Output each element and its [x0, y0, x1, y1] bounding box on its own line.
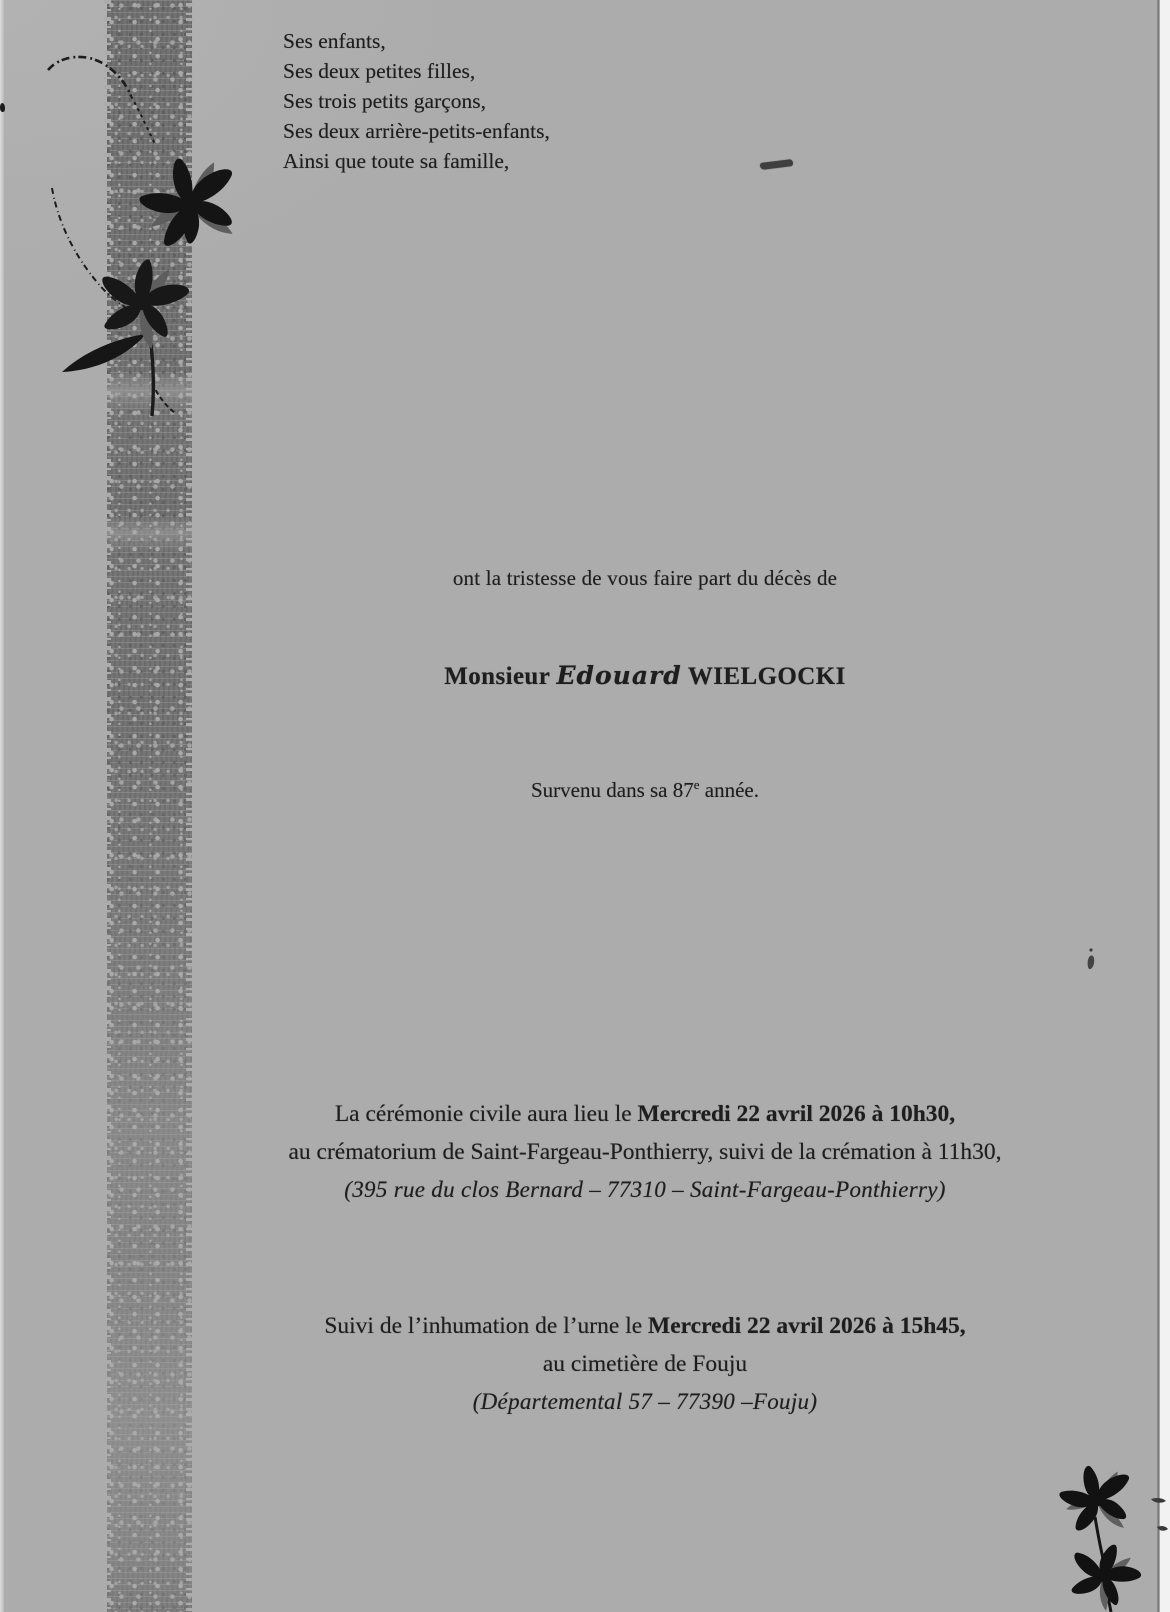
flower-bloom-lower: [1056, 1530, 1151, 1612]
burial-address-italic: (Départemental 57 – 77390 –Fouju): [472, 1389, 818, 1414]
announcement-line: ont la tristesse de vous faire part du décès de: [452, 566, 838, 590]
burial-date-bold: Mercredi 22 avril 2026 à 15h45,: [648, 1313, 966, 1339]
age-line-superscript: e: [693, 777, 700, 792]
stray-dash-mark: [760, 159, 794, 170]
deceased-name-line: [140, 661, 1150, 691]
flower-ornament-top-left: [0, 38, 300, 438]
burial-line-2: au cimetière de Fouju: [542, 1351, 748, 1377]
left-edge-ink-dot: [0, 103, 5, 112]
ceremony-date-bold: Mercredi 22 avril 2026 à 10h30,: [637, 1101, 956, 1127]
family-line: Ses trois petits garçons,: [283, 89, 487, 113]
flower-bloom-upper: [138, 157, 236, 251]
stray-petal-marks: [1151, 1498, 1168, 1531]
stray-ink-speck: [1084, 946, 1098, 974]
ceremony-address-italic: (395 rue du clos Bernard – 77310 – Saint-Fargeau-Ponthierry): [344, 1177, 946, 1202]
flower-leaf: [62, 334, 146, 372]
deceased-last-name: WIELGOCKI: [687, 663, 846, 690]
family-line: Ses deux petites filles,: [283, 59, 476, 83]
age-line-suffix: année.: [699, 778, 759, 802]
family-line: Ses enfants,: [283, 29, 386, 53]
deceased-title: Monsieur: [444, 663, 550, 690]
deceased-first-name: Edouard: [556, 661, 682, 690]
flower-bloom-lower: [83, 246, 198, 359]
ceremony-block: [140, 1095, 1150, 1209]
ceremony-line-1-text: La cérémonie civile aura lieu le: [334, 1101, 638, 1127]
flower-ornament-bottom-right: [1025, 1455, 1170, 1612]
family-line: Ainsi que toute sa famille,: [283, 149, 510, 173]
ceremony-line-2: au crématorium de Saint-Fargeau-Ponthierry, suivi de la crémation à 11h30,: [288, 1139, 1002, 1165]
flower-stems: [48, 57, 176, 416]
family-line: Ses deux arrière-petits-enfants,: [283, 119, 550, 143]
burial-line-1: [140, 1307, 1150, 1345]
burial-block: [140, 1307, 1150, 1421]
age-line: [140, 777, 1150, 803]
family-intro-block: [283, 26, 550, 176]
age-line-prefix: Survenu dans sa 87: [531, 778, 694, 802]
ceremony-line-1: [140, 1095, 1150, 1133]
burial-line-1-text: Suivi de l’inhumation de l’urne le: [324, 1313, 649, 1339]
scan-edge-right: [1160, 0, 1170, 1612]
